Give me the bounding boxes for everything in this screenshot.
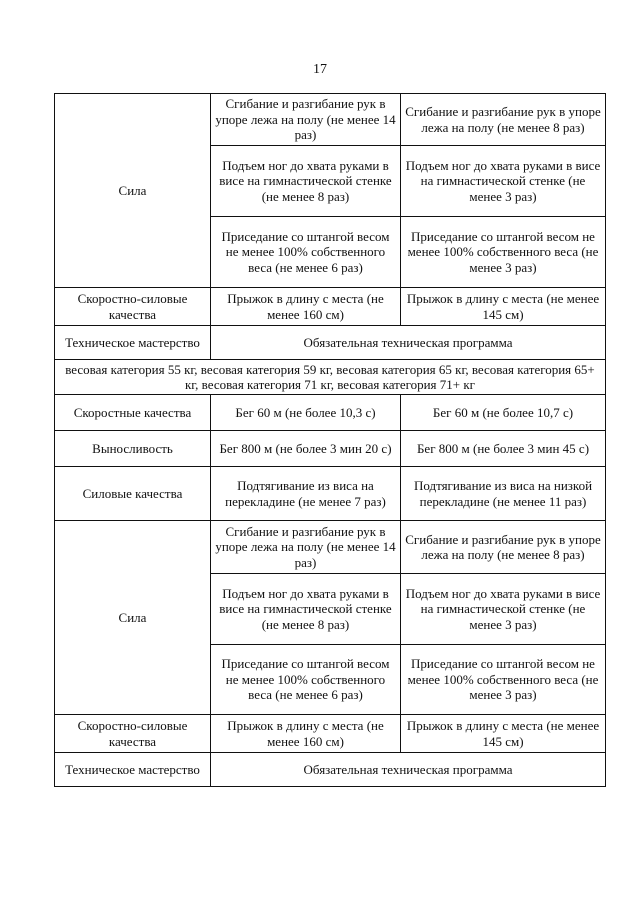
- norm-cell: Приседание со штангой весом не менее 100% собственного веса (не менее 3 раз): [401, 645, 606, 715]
- row-label-speed-strength: Скоростно-силовые качества: [55, 288, 211, 326]
- table-row: [55, 467, 606, 521]
- norm-cell: Прыжок в длину с места (не менее 145 см): [401, 715, 606, 753]
- norm-cell: Подтягивание из виса на перекладине (не менее 7 раз): [211, 467, 401, 521]
- norm-cell: Сгибание и разгибание рук в упоре лежа на полу (не менее 14 раз): [211, 521, 401, 574]
- norm-cell: Подъем ног до хвата руками в висе на гимнастической стенке (не менее 3 раз): [401, 146, 606, 217]
- page-number: 17: [313, 62, 327, 77]
- table-row: [55, 521, 606, 574]
- table-row: [55, 395, 606, 431]
- table-row: [55, 431, 606, 467]
- norm-cell: Приседание со штангой весом не менее 100% собственного веса (не менее 6 раз): [211, 217, 401, 288]
- norm-cell: Прыжок в длину с места (не менее 145 см): [401, 288, 606, 326]
- table-row: [55, 288, 606, 326]
- norm-cell: Подъем ног до хвата руками в висе на гимнастической стенке (не менее 8 раз): [211, 574, 401, 645]
- table-row: [55, 753, 606, 787]
- norm-cell: Бег 800 м (не более 3 мин 20 с): [211, 431, 401, 467]
- row-label-technical: Техническое мастерство: [55, 753, 211, 787]
- norm-cell: Сгибание и разгибание рук в упоре лежа на полу (не менее 8 раз): [401, 94, 606, 146]
- table-row: [55, 94, 606, 146]
- norm-cell: Прыжок в длину с места (не менее 160 см): [211, 288, 401, 326]
- table-row: [55, 715, 606, 753]
- norm-cell: Прыжок в длину с места (не менее 160 см): [211, 715, 401, 753]
- section-header-row: [55, 360, 606, 395]
- norm-cell: Сгибание и разгибание рук в упоре лежа на полу (не менее 8 раз): [401, 521, 606, 574]
- norm-cell: Подъем ног до хвата руками в висе на гимнастической стенке (не менее 3 раз): [401, 574, 606, 645]
- norm-cell: Сгибание и разгибание рук в упоре лежа на полу (не менее 14 раз): [211, 94, 401, 146]
- norm-cell: Бег 60 м (не более 10,7 с): [401, 395, 606, 431]
- weight-categories-header: весовая категория 55 кг, весовая категория 59 кг, весовая категория 65 кг, весовая категория 65+ кг, весовая категория 71 кг, весовая категория 71+ кг: [55, 360, 606, 395]
- row-label-speed-strength: Скоростно-силовые качества: [55, 715, 211, 753]
- row-label-sila: Сила: [55, 94, 211, 288]
- norm-cell: Бег 60 м (не более 10,3 с): [211, 395, 401, 431]
- norms-table: [54, 93, 606, 787]
- norm-cell: Подтягивание из виса на низкой перекладине (не менее 11 раз): [401, 467, 606, 521]
- row-label-endurance: Выносливость: [55, 431, 211, 467]
- row-label-technical: Техническое мастерство: [55, 326, 211, 360]
- row-label-strength-qualities: Силовые качества: [55, 467, 211, 521]
- norm-cell: Обязательная техническая программа: [211, 753, 606, 787]
- table-row: [55, 326, 606, 360]
- norm-cell: Обязательная техническая программа: [211, 326, 606, 360]
- norm-cell: Приседание со штангой весом не менее 100% собственного веса (не менее 6 раз): [211, 645, 401, 715]
- row-label-speed: Скоростные качества: [55, 395, 211, 431]
- norm-cell: Бег 800 м (не более 3 мин 45 с): [401, 431, 606, 467]
- norm-cell: Подъем ног до хвата руками в висе на гимнастической стенке (не менее 8 раз): [211, 146, 401, 217]
- norm-cell: Приседание со штангой весом не менее 100% собственного веса (не менее 3 раз): [401, 217, 606, 288]
- row-label-sila: Сила: [55, 521, 211, 715]
